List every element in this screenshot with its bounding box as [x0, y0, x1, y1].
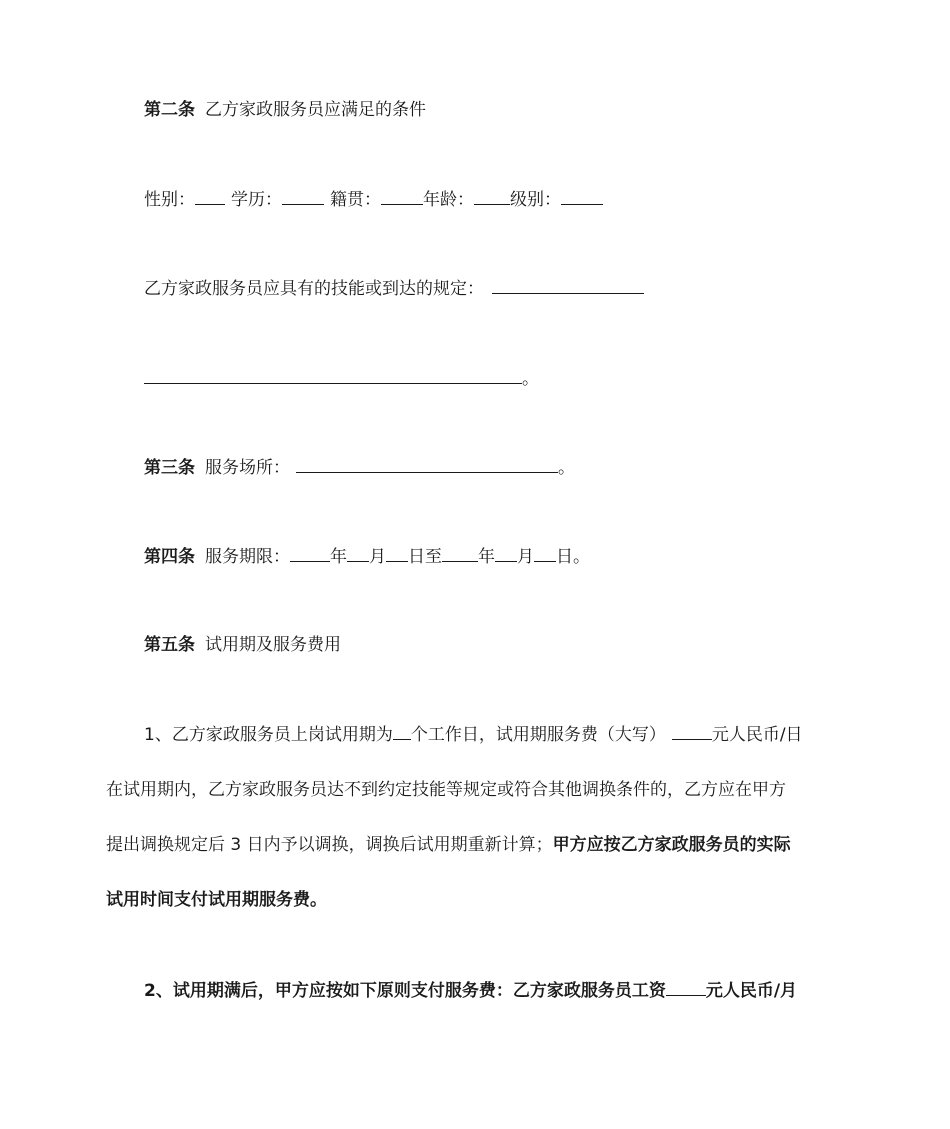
skills-period: 。: [522, 369, 539, 389]
service-location-label: 服务场所：: [205, 458, 290, 478]
service-term-label: 服务期限：: [205, 547, 290, 567]
skills-continuation-line: [144, 367, 539, 390]
article-5-title: 试用期及服务费用: [205, 635, 341, 655]
skills-blank: [492, 277, 644, 294]
clause-1-line-1: [144, 723, 803, 746]
origin-blank: [381, 188, 423, 205]
skills-label: 乙方家政服务员应具有的技能或到达的规定：: [144, 279, 484, 299]
end-day-unit: 日。: [556, 547, 590, 567]
age-blank: [474, 188, 510, 205]
clause-1-line-3: [106, 834, 791, 856]
article-3-period: 。: [558, 458, 575, 478]
article-4: [144, 545, 590, 568]
clause-2-line-1: [144, 979, 797, 1002]
start-day-blank: [386, 545, 408, 562]
article-3: [144, 456, 575, 479]
start-year-unit: 年: [330, 547, 347, 567]
skills-line: [144, 277, 644, 300]
article-5-label: 第五条: [144, 635, 195, 655]
start-month-blank: [347, 545, 369, 562]
clause-1-line-4: 试用时间支付试用期服务费。: [106, 890, 327, 910]
trial-days-blank: [393, 723, 411, 740]
clause-1-text-c: 元人民币/日: [711, 725, 803, 745]
clause-1-text-a: 1、乙方家政服务员上岗试用期为: [144, 725, 393, 745]
clause-1-line-3-normal: 提出调换规定后 3 日内予以调换，调换后试用期重新计算；: [106, 835, 553, 855]
clause-2-text-a: 2、试用期满后，甲方应按如下原则支付服务费：乙方家政服务员工资: [144, 981, 666, 1001]
level-blank: [561, 188, 603, 205]
level-label: 级别：: [510, 190, 561, 210]
end-year-unit: 年: [478, 547, 495, 567]
age-label: 年龄：: [423, 190, 474, 210]
trial-fee-blank: [672, 723, 712, 740]
education-blank: [282, 188, 324, 205]
clause-1-line-2: 在试用期内，乙方家政服务员达不到约定技能等规定或符合其他调换条件的，乙方应在甲方: [106, 780, 786, 800]
end-month-unit: 月: [517, 547, 534, 567]
clause-1-line-3-bold: 甲方应按乙方家政服务员的实际: [552, 835, 791, 855]
article-2-label: 第二条: [144, 100, 195, 120]
education-label: 学历：: [231, 190, 282, 210]
start-month-unit: 月: [369, 547, 386, 567]
gender-label: 性别：: [144, 190, 195, 210]
start-day-to: 日至: [408, 547, 442, 567]
article-3-label: 第三条: [144, 458, 195, 478]
service-location-blank: [296, 456, 558, 473]
article-4-label: 第四条: [144, 547, 195, 567]
start-year-blank: [290, 545, 330, 562]
end-month-blank: [495, 545, 517, 562]
end-year-blank: [442, 545, 478, 562]
personal-info-line: [144, 188, 603, 211]
article-5-heading: [144, 634, 341, 656]
wage-blank: [666, 979, 706, 996]
end-day-blank: [534, 545, 556, 562]
gender-blank: [195, 188, 225, 205]
article-2-title: 乙方家政服务员应满足的条件: [205, 100, 426, 120]
clause-1-text-b: 个工作日，试用期服务费（大写）: [410, 725, 666, 745]
clause-2-text-b: 元人民币/月: [705, 981, 798, 1001]
article-2-heading: [144, 99, 426, 121]
origin-label: 籍贯：: [330, 190, 381, 210]
skills-blank-continued: [144, 367, 522, 384]
